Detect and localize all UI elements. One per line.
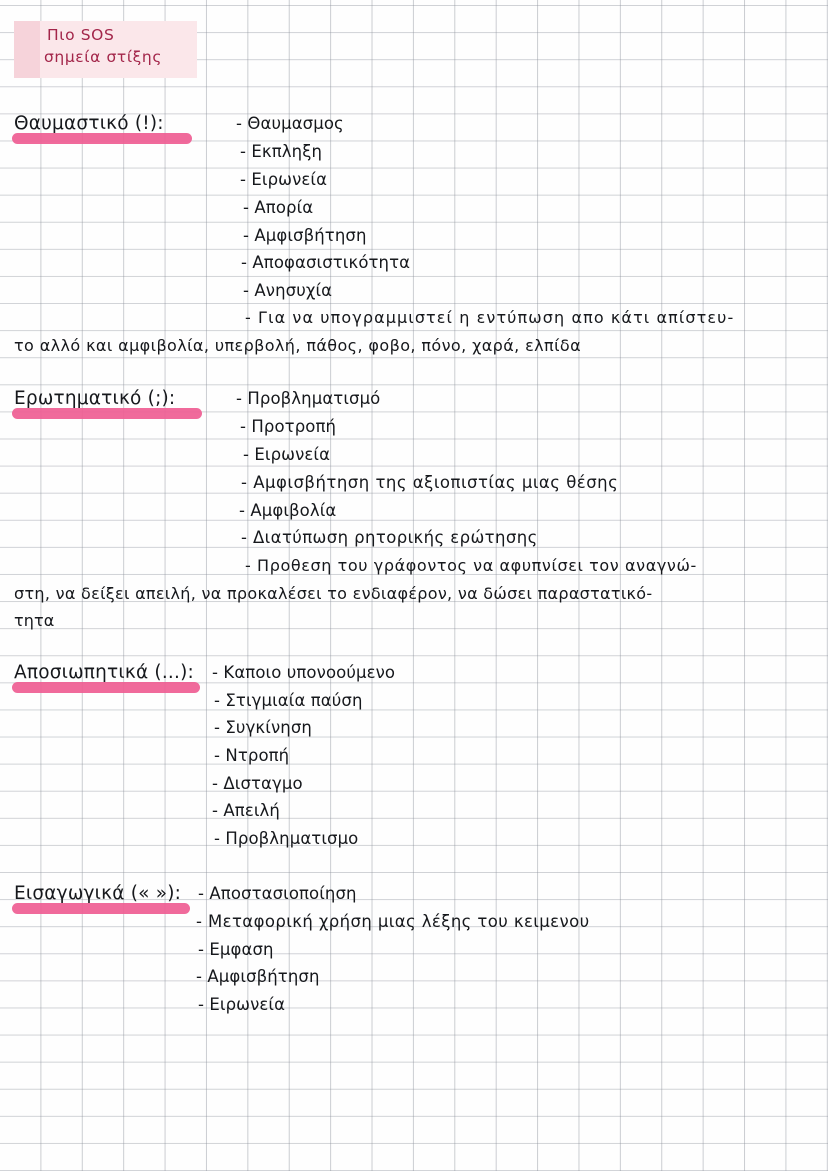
section-heading-3: Αποσιωπητικά (...): <box>14 662 194 683</box>
section-2-continuation-0: στη, να δείξει απειλή, να προκαλέσει το ενδιαφέρον, να δώσει παραστατικό- <box>14 584 653 603</box>
section-4-item-1: - Μεταφορική χρήση μιας λέξης του κειμενου <box>196 912 590 931</box>
header-note-line-1: Πιο SOS <box>47 26 115 44</box>
section-1-continuation-0: το αλλό και αμφιβολία, υπερβολή, πάθος, φοβο, πόνο, χαρά, ελπίδα <box>14 336 582 355</box>
highlight-underline-section-2 <box>12 408 202 419</box>
section-4-item-4: - Ειρωνεία <box>198 995 286 1014</box>
section-2-item-1: - Προτροπή <box>240 417 337 436</box>
section-3-item-3: - Ντροπή <box>214 746 290 765</box>
section-1-item-4: - Αμφισβήτηση <box>243 226 367 245</box>
section-2-continuation-1: τητα <box>14 611 55 630</box>
section-1-item-3: - Απορία <box>243 198 314 217</box>
section-1-item-7: - Για να υπογραμμιστεί η εντύπωση απο κάτι απίστευ- <box>245 308 735 327</box>
section-3-item-6: - Προβληματισμο <box>214 829 359 848</box>
section-heading-1: Θαυμαστικό (!): <box>14 113 164 134</box>
sticky-note-strip <box>14 21 40 78</box>
section-1-item-0: - Θαυμασμος <box>236 114 344 133</box>
section-3-item-5: - Απειλή <box>212 801 280 820</box>
section-3-item-2: - Συγκίνηση <box>214 718 312 737</box>
header-sticky-note <box>14 21 197 78</box>
header-note-line-2: σημεία στίξης <box>44 48 163 66</box>
section-2-item-0: - Προβληματισμό <box>236 389 381 408</box>
section-3-item-1: - Στιγμιαία παύση <box>214 691 363 710</box>
section-4-item-0: - Αποστασιοποίηση <box>198 884 357 903</box>
highlight-underline-section-3 <box>12 682 200 693</box>
section-1-item-1: - Εκπληξη <box>240 142 323 161</box>
section-1-item-5: - Αποφασιστικότητα <box>241 253 411 272</box>
section-2-item-3: - Αμφισβήτηση της αξιοπιστίας μιας θέσης <box>241 473 619 492</box>
section-heading-4: Εισαγωγικά (« »): <box>14 883 182 904</box>
section-2-item-6: - Προθεση του γράφοντος να αφυπνίσει τον αναγνώ- <box>245 556 697 575</box>
section-3-item-0: - Καποιο υπονοούμενο <box>212 663 396 682</box>
section-2-item-5: - Διατύπωση ρητορικής ερώτησης <box>241 528 538 547</box>
section-heading-2: Ερωτηματικό (;): <box>14 388 176 409</box>
section-2-item-4: - Αμφιβολία <box>239 501 337 520</box>
highlight-underline-section-4 <box>12 903 190 914</box>
section-4-item-3: - Αμφισβήτηση <box>196 967 320 986</box>
section-1-item-2: - Ειρωνεία <box>240 170 328 189</box>
section-1-item-6: - Ανησυχία <box>243 281 333 300</box>
section-4-item-2: - Εμφαση <box>198 940 274 959</box>
section-3-item-4: - Δισταγμο <box>212 774 303 793</box>
highlight-underline-section-1 <box>12 133 192 144</box>
section-2-item-2: - Ειρωνεία <box>243 445 331 464</box>
